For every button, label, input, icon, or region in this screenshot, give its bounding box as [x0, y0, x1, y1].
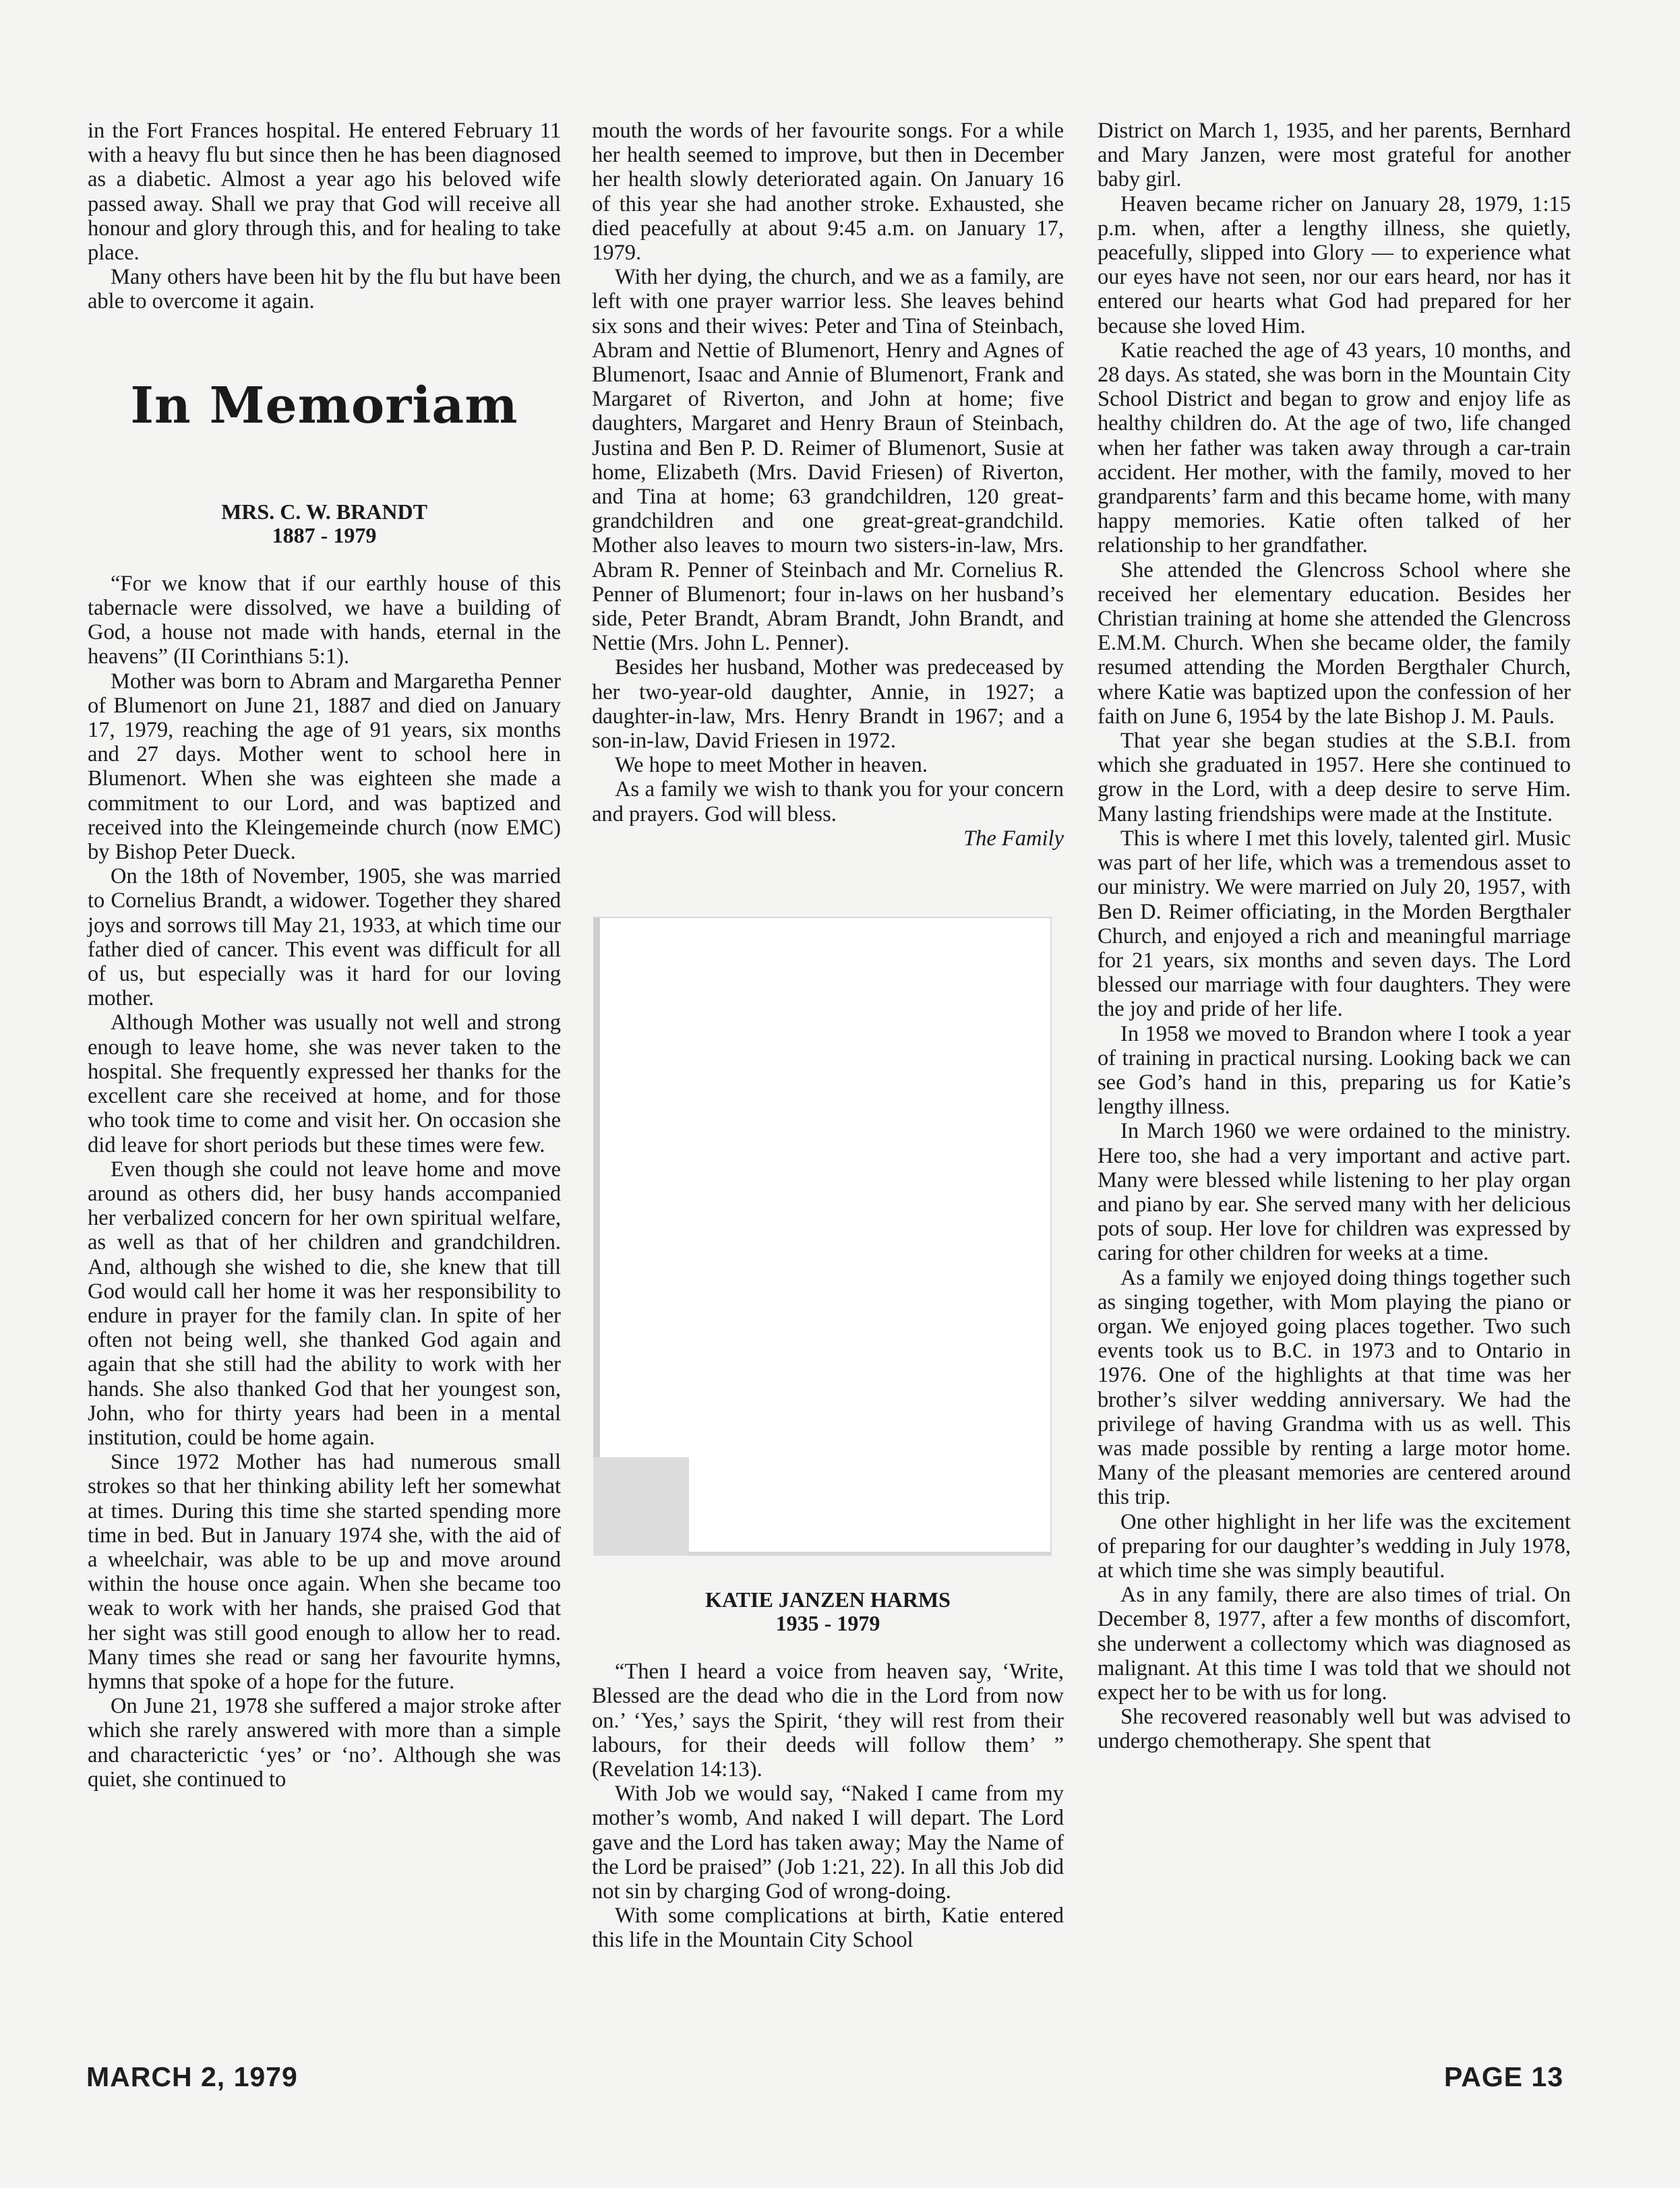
paragraph: Katie reached the age of 43 years, 10 months, and 28 days. As stated, she was born in the Mountain City School District and began to grow and enjoy life as healthy children do. At the age of two, life changed when her father was taken away through a car-train accident. Her mother, with the family, moved to her grandparents’ farm and this became home, with many happy memories. Katie often talked of her relationship to her grandfather.: [1098, 338, 1571, 558]
obituary-name: MRS. C. W. BRANDT: [221, 499, 427, 524]
paragraph: In 1958 we moved to Brandon where I took a year of training in practical nursing. Looking back we can see God’s hand in this, preparing us for Katie’s lengthy illness.: [1098, 1021, 1571, 1120]
scripture-quote: “For we know that if our earthly house of this tabernacle were dissolved, we have a building of God, a house not made with hands, eternal in the heavens” (II Corinthians 5:1).: [88, 571, 561, 669]
paragraph: In March 1960 we were ordained to the ministry. Here too, she had a very important and active part. Many were blessed while listening to her play organ and piano by ear. She served many with her delicious pots of soup. Her love for children was expressed by caring for other children for weeks at a time.: [1098, 1119, 1571, 1266]
paragraph: Besides her husband, Mother was predeceased by her two-year-old daughter, Annie, in 1927; a daughter-in-law, Mrs. Henry Brandt in 1967; and a son-in-law, David Friesen in 1972.: [592, 655, 1064, 754]
portrait-photo: [593, 917, 1052, 1556]
paragraph: With Job we would say, “Naked I came from my mother’s womb, And naked I will depart. The Lord gave and the Lord has taken away; May the Name of the Lord be praised” (Job 1:21, 22). In all this Job did not sin by charging God of wrong-doing.: [592, 1782, 1064, 1904]
paragraph: Even though she could not leave home and move around as others did, her busy hands accompanied her verbalized concern for her own spiritual welfare, as well as that of her children and grandchildren. And, although she wished to die, she knew that till God would call her home it was her responsibility to endure in prayer for the family clan. In spite of her often not being well, she thanked God again and again that she still had the ability to work with her hands. She also thanked God that her youngest son, John, who for thirty years had been in a mental institution, could be home again.: [88, 1157, 561, 1450]
paragraph: This is where I met this lovely, talented girl. Music was part of her life, which was a tremendous asset to our ministry. We were married on July 20, 1957, with Ben D. Reimer officiating, in the Morden Bergthaler Church, and enjoyed a rich and meaningful marriage for 21 years, six months and seven days. The Lord blessed our marriage with four daughters. They were the joy and pride of her life.: [1098, 826, 1571, 1022]
paragraph: District on March 1, 1935, and her parents, Bernhard and Mary Janzen, were most grateful for another baby girl.: [1098, 119, 1571, 192]
paragraph: On June 21, 1978 she suffered a major stroke after which she rarely answered with more than a simple and characterictic ‘yes’ or ‘no’. Although she was quiet, she continued to: [88, 1694, 561, 1792]
footer-date: MARCH 2, 1979: [86, 2061, 298, 2092]
paragraph: With her dying, the church, and we as a family, are left with one prayer warrior less. She leaves behind six sons and their wives: Peter and Tina of Steinbach, Abram and Nettie of Blumenort, Henry and Agnes of Blumenort, Isaac and Annie of Blumenort, Frank and Margaret of Riverton, and John at home; five daughters, Margaret and Henry Braun of Steinbach, Justina and Ben P. D. Reimer of Blumenort, Susie at home, Elizabeth (Mrs. David Friesen) of Riverton, and Tina at home; 63 grandchildren, 120 great-grandchildren and one great-great-grandchild. Mother also leaves to mourn two sisters-in-law, Mrs. Abram R. Penner of Steinbach and Mr. Cornelius R. Penner of Blumenort; four in-laws on her husband’s side, Peter Brandt, Abram Brandt, John Brandt, and Nettie (Mrs. John L. Penner).: [592, 265, 1064, 656]
paragraph: We hope to meet Mother in heaven.: [615, 753, 928, 778]
column-left: [88, 119, 561, 1792]
paragraph: Heaven became richer on January 28, 1979, 1:15 p.m. when, after a lengthy illness, she quietly, peacefully, slipped into Glory — to experience what our eyes have not seen, nor our ears heard, nor has it entered our hearts what God had prepared for her because she loved Him.: [1098, 191, 1571, 338]
paragraph: Mother was born to Abram and Margaretha Penner of Blumenort on June 21, 1887 and died on January 17, 1979, reaching the age of 91 years, six months and 27 days. Mother went to school here in Blumenort. When she was eighteen she made a commitment to our Lord, and was baptized and received into the Kleingemeinde church (now EMC) by Bishop Peter Dueck.: [88, 669, 561, 865]
paragraph: On the 18th of November, 1905, she was married to Cornelius Brandt, a widower. Together they shared joys and sorrows till May 21, 1933, at which time our father died of cancer. This event was difficult for all of us, but especially was it hard for our loving mother.: [88, 864, 561, 1011]
paragraph: Although Mother was usually not well and strong enough to leave home, she was never taken to the hospital. She frequently expressed her thanks for the excellent care she received at home, and for those who took time to come and visit her. On occasion she did leave for short periods but these times were few.: [88, 1010, 561, 1157]
photo-corner-mark: [593, 1457, 689, 1556]
signature: The Family: [963, 826, 1064, 851]
column-middle: [592, 119, 1064, 1953]
paragraph: She recovered reasonably well but was advised to undergo chemotherapy. She spent that: [1098, 1705, 1571, 1754]
obituary-name: KATIE JANZEN HARMS: [705, 1587, 951, 1612]
paragraph: Since 1972 Mother has had numerous small strokes so that her thinking ability left her somewhat at times. During this time she started spending more time in bed. But in January 1974 she, with the aid of a wheelchair, was able to be up and move around within the house once again. When she became too weak to work with her hands, she praised God that her sight was still good enough to allow her to read. Many times she read or sang her favourite hymns, hymns that spoke of a hope for the future.: [88, 1450, 561, 1694]
paragraph: Many others have been hit by the flu but have been able to overcome it again.: [88, 265, 561, 314]
footer-page-number: PAGE 13: [1444, 2061, 1564, 2092]
paragraph: With some complications at birth, Katie entered this life in the Mountain City School: [592, 1904, 1064, 1953]
paragraph: That year she began studies at the S.B.I. from which she graduated in 1957. Here she continued to grow in the Lord, with a deep desire to serve Him. Many lasting friendships were made at the Institute.: [1098, 729, 1571, 826]
scripture-quote: “Then I heard a voice from heaven say, ‘Write, Blessed are the dead who die in the Lord from now on.’ ‘Yes,’ says the Spirit, ‘they will rest from their labours, for their deeds will follow them’ ” (Revelation 14:13).: [592, 1660, 1064, 1782]
in-memoriam-title: In Memoriam: [130, 376, 518, 435]
paragraph: As a family we enjoyed doing things together such as singing together, with Mom playing the piano or organ. We enjoyed going places together. Two such events took us to B.C. in 1973 and to Ontario in 1976. One of the highlights at that time was her brother’s silver wedding anniversary. We had the privilege of having Grandma with us as well. This was made possible by renting a large motor home. Many of the pleasant memories are centered around this trip.: [1098, 1265, 1571, 1510]
paragraph: mouth the words of her favourite songs. For a while her health seemed to improve, but then in December her health slowly deteriorated again. On January 16 of this year she had another stroke. Exhausted, she died peacefully at about 9:45 a.m. on January 17, 1979.: [592, 119, 1064, 266]
paragraph: She attended the Glencross School where she received her elementary education. Besides her Christian training at home she attended the Glencross E.M.M. Church. When she became older, the family resumed attending the Morden Bergthaler Church, where Katie was baptized upon the confession of her faith on June 6, 1954 by the late Bishop J. M. Pauls.: [1098, 557, 1571, 729]
column-right: [1098, 119, 1571, 1754]
obituary-years: 1935 - 1979: [775, 1611, 880, 1636]
paragraph: As in any family, there are also times of trial. On December 8, 1977, after a few months of discomfort, she underwent a collectomy which was diagnosed as malignant. At this time I was told that we should not expect her to be with us for long.: [1098, 1583, 1571, 1705]
paragraph: in the Fort Frances hospital. He entered February 11 with a heavy flu but since then he has been diagnosed as a diabetic. Almost a year ago his beloved wife passed away. Shall we pray that God will receive all honour and glory through this, and for healing to take place.: [88, 119, 561, 266]
paragraph: One other highlight in her life was the excitement of preparing for our daughter’s wedding in July 1978, at which time she was simply beautiful.: [1098, 1509, 1571, 1583]
obituary-years: 1887 - 1979: [272, 522, 377, 547]
paragraph: As a family we wish to thank you for your concern and prayers. God will bless.: [592, 777, 1064, 826]
